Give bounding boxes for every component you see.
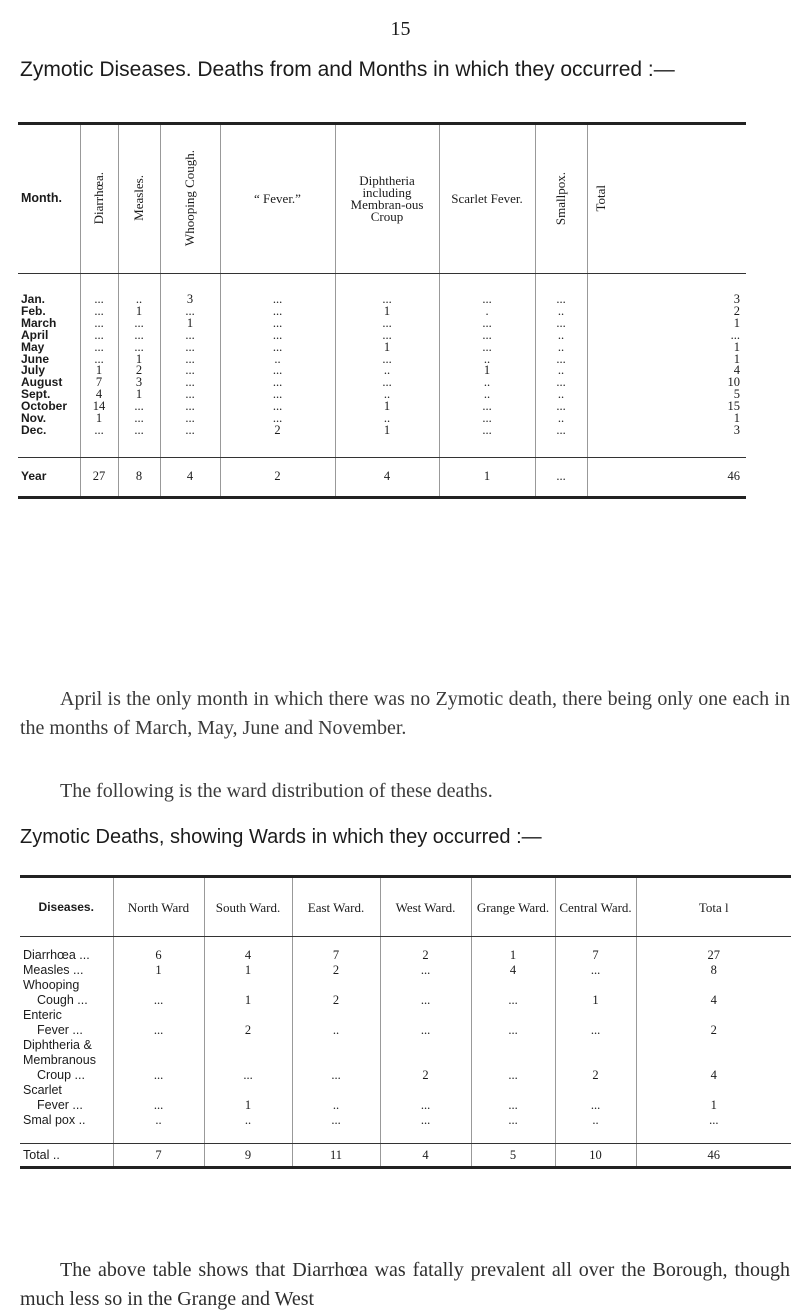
- table-cell: ...: [292, 1112, 380, 1127]
- disease-label: Fever ...: [37, 1023, 83, 1037]
- table-cell: 4: [636, 992, 791, 1007]
- year-cell: 1: [439, 457, 535, 497]
- table-cell: 1: [587, 354, 746, 366]
- table-cell: 4: [471, 962, 555, 977]
- table-cell: 4: [80, 389, 118, 401]
- table-cell: ...: [380, 992, 471, 1007]
- wards-table: [20, 875, 791, 1169]
- table-cell: 4: [204, 947, 292, 962]
- table-cell: [636, 1037, 791, 1052]
- table-cell: 3: [118, 377, 160, 389]
- col-ward-total: Tota l: [636, 877, 791, 937]
- table-cell: 1: [204, 962, 292, 977]
- table-cell: 3: [587, 425, 746, 437]
- table-cell: [113, 977, 204, 992]
- month-label: October: [21, 399, 68, 414]
- table-cell: [204, 1052, 292, 1067]
- table-cell: ...: [636, 1112, 791, 1127]
- table-cell: 1: [555, 992, 636, 1007]
- table-cell: [380, 1052, 471, 1067]
- table-cell: ...: [160, 365, 220, 377]
- table-cell: ...: [439, 330, 535, 342]
- disease-label: Enteric: [23, 1008, 62, 1022]
- table-cell: [380, 1037, 471, 1052]
- table-cell: 1: [118, 306, 160, 318]
- table-row: [20, 1067, 791, 1082]
- col-central-ward: Central Ward.: [555, 877, 636, 937]
- table-cell: [555, 1052, 636, 1067]
- col-north-ward: North Ward: [113, 877, 204, 937]
- table-cell: ...: [118, 330, 160, 342]
- col-south-ward: South Ward.: [204, 877, 292, 937]
- table-cell: [380, 1082, 471, 1097]
- table-cell: 7: [555, 947, 636, 962]
- table-cell: 1: [160, 318, 220, 330]
- table-cell: ..: [535, 330, 587, 342]
- col-whooping-cough: Whooping Cough.: [182, 150, 197, 247]
- table-cell: [636, 1082, 791, 1097]
- table-cell: 7: [80, 377, 118, 389]
- disease-label: Scarlet: [23, 1083, 62, 1097]
- month-label: June: [21, 351, 50, 366]
- table-cell: [380, 1007, 471, 1022]
- table-cell: ...: [220, 294, 335, 306]
- table-row: [20, 977, 791, 992]
- table-cell: 2: [636, 1022, 791, 1037]
- table-cell: ...: [160, 413, 220, 425]
- table-row: [18, 425, 746, 437]
- table-cell: ...: [439, 413, 535, 425]
- table-row: [20, 1097, 791, 1112]
- table-cell: [380, 977, 471, 992]
- table-cell: ...: [160, 306, 220, 318]
- table-cell: [204, 1037, 292, 1052]
- year-cell: 2: [220, 457, 335, 497]
- table-cell: ..: [292, 1097, 380, 1112]
- table-cell: ...: [113, 1067, 204, 1082]
- table-cell: 2: [292, 962, 380, 977]
- year-cell: 4: [160, 457, 220, 497]
- total-cell: 7: [113, 1144, 204, 1168]
- table-cell: ...: [535, 318, 587, 330]
- table-cell: [471, 977, 555, 992]
- table-cell: [636, 977, 791, 992]
- month-label: May: [21, 339, 45, 354]
- table-cell: ...: [80, 294, 118, 306]
- table-row: [20, 1022, 791, 1037]
- disease-label: Fever ...: [37, 1098, 83, 1112]
- table-cell: 2: [220, 425, 335, 437]
- table-cell: ...: [471, 1022, 555, 1037]
- table-cell: [292, 1037, 380, 1052]
- table-cell: ...: [160, 425, 220, 437]
- table-cell: ...: [535, 425, 587, 437]
- table-cell: 1: [335, 306, 439, 318]
- year-label: Year: [21, 468, 47, 483]
- table-cell: [292, 1007, 380, 1022]
- table-cell: [292, 977, 380, 992]
- table-cell: ...: [587, 330, 746, 342]
- table-cell: ...: [80, 330, 118, 342]
- table-cell: ...: [80, 342, 118, 354]
- table-cell: ...: [160, 401, 220, 413]
- table-cell: ...: [380, 1097, 471, 1112]
- month-label: Dec.: [21, 422, 47, 437]
- month-label: Jan.: [21, 292, 46, 306]
- table-cell: ..: [335, 413, 439, 425]
- table-cell: ...: [335, 294, 439, 306]
- table-cell: 2: [587, 306, 746, 318]
- col-fever: “ Fever.”: [220, 124, 335, 274]
- table-cell: ..: [535, 413, 587, 425]
- table-cell: 8: [636, 962, 791, 977]
- month-label: Feb.: [21, 303, 46, 318]
- table-cell: ...: [80, 306, 118, 318]
- table-cell: ..: [204, 1112, 292, 1127]
- table-cell: 2: [380, 947, 471, 962]
- table-cell: 1: [118, 354, 160, 366]
- table-cell: [555, 1007, 636, 1022]
- table-cell: 1: [204, 1097, 292, 1112]
- table-cell: ...: [335, 330, 439, 342]
- table-cell: ...: [118, 425, 160, 437]
- table-cell: ..: [535, 389, 587, 401]
- page-number: 15: [390, 18, 411, 40]
- heading-months: Zymotic Diseases. Deaths from and Months in which they occurred :—: [20, 58, 675, 81]
- disease-label: Membranous: [23, 1053, 96, 1067]
- table-cell: 2: [380, 1067, 471, 1082]
- table-cell: ..: [555, 1112, 636, 1127]
- month-label: Nov.: [21, 411, 47, 426]
- table-cell: [471, 1082, 555, 1097]
- table-cell: 7: [292, 947, 380, 962]
- table-cell: 1: [587, 342, 746, 354]
- disease-label: Diphtheria &: [23, 1038, 92, 1052]
- table-cell: 1: [118, 389, 160, 401]
- table-cell: ...: [113, 992, 204, 1007]
- table-cell: ...: [160, 342, 220, 354]
- table-cell: 2: [204, 1022, 292, 1037]
- table-cell: [555, 1037, 636, 1052]
- total-cell: 10: [555, 1144, 636, 1168]
- table-cell: 2: [118, 365, 160, 377]
- table-row: [20, 1052, 791, 1067]
- table-cell: [555, 977, 636, 992]
- table-cell: ...: [380, 1112, 471, 1127]
- table-cell: ...: [555, 1022, 636, 1037]
- table-cell: ..: [535, 342, 587, 354]
- table-row: [20, 1037, 791, 1052]
- col-scarlet-fever: Scarlet Fever.: [439, 124, 535, 274]
- col-measles: Measles.: [131, 175, 146, 221]
- paragraph-april: April is the only month in which there was no Zymotic death, there being only one each in the months of March, May, June and November.: [20, 688, 790, 739]
- paragraph-ward-intro: The following is the ward distribution of these deaths.: [60, 780, 493, 802]
- table-row: [18, 377, 746, 389]
- table-row: [18, 413, 746, 425]
- table-cell: ...: [439, 425, 535, 437]
- col-west-ward: West Ward.: [380, 877, 471, 937]
- table-cell: ..: [439, 389, 535, 401]
- table-row: [20, 1082, 791, 1097]
- table-cell: ...: [220, 413, 335, 425]
- table-cell: [204, 1007, 292, 1022]
- table-cell: ..: [535, 365, 587, 377]
- table-cell: .: [439, 306, 535, 318]
- table-cell: [113, 1007, 204, 1022]
- col-grange-ward: Grange Ward.: [471, 877, 555, 937]
- table-cell: ...: [118, 342, 160, 354]
- table-cell: ..: [535, 306, 587, 318]
- table-cell: 5: [587, 389, 746, 401]
- table-cell: 1: [587, 318, 746, 330]
- table-cell: ..: [220, 354, 335, 366]
- table-cell: ...: [160, 354, 220, 366]
- col-smallpox: Smallpox.: [553, 171, 568, 225]
- table-cell: 3: [160, 294, 220, 306]
- table-cell: 27: [636, 947, 791, 962]
- table-cell: ...: [220, 401, 335, 413]
- table-cell: [471, 1037, 555, 1052]
- table-row: [18, 401, 746, 413]
- col-total: Total: [592, 184, 608, 212]
- table-cell: ..: [292, 1022, 380, 1037]
- table-cell: ...: [471, 1112, 555, 1127]
- table-cell: ...: [380, 962, 471, 977]
- total-cell: 4: [380, 1144, 471, 1168]
- table-row: [18, 294, 746, 306]
- table-cell: 6: [113, 947, 204, 962]
- table-cell: ...: [535, 377, 587, 389]
- table-cell: ...: [471, 992, 555, 1007]
- year-cell: ...: [535, 457, 587, 497]
- table-cell: ...: [292, 1067, 380, 1082]
- col-diseases: Diseases.: [20, 877, 113, 937]
- table-cell: ...: [471, 1097, 555, 1112]
- table-cell: ...: [80, 354, 118, 366]
- table-row: [20, 962, 791, 977]
- table-cell: 1: [335, 425, 439, 437]
- table-row: [20, 947, 791, 962]
- year-cell: 46: [587, 457, 746, 497]
- table-cell: ..: [118, 294, 160, 306]
- table-cell: ...: [113, 1097, 204, 1112]
- table-cell: ...: [160, 330, 220, 342]
- table-cell: 1: [636, 1097, 791, 1112]
- table-cell: [113, 1052, 204, 1067]
- table-cell: 1: [587, 413, 746, 425]
- disease-label: Diarrhœa ...: [23, 948, 90, 962]
- table-cell: 2: [292, 992, 380, 1007]
- month-label: July: [21, 363, 46, 378]
- table-row: [18, 389, 746, 401]
- col-diarrhoea: Diarrhœa.: [91, 171, 106, 225]
- table-cell: 1: [335, 342, 439, 354]
- disease-label: Whooping: [23, 978, 80, 992]
- table-cell: ...: [113, 1022, 204, 1037]
- table-cell: 10: [587, 377, 746, 389]
- table-cell: ...: [118, 318, 160, 330]
- year-total-row: [18, 457, 746, 497]
- table-cell: 3: [587, 294, 746, 306]
- table-cell: ...: [439, 294, 535, 306]
- total-cell: 9: [204, 1144, 292, 1168]
- total-cell: 46: [636, 1144, 791, 1168]
- table-cell: ...: [118, 401, 160, 413]
- table-cell: ...: [220, 342, 335, 354]
- table-row: [18, 330, 746, 342]
- disease-label: Cough ...: [37, 993, 88, 1007]
- table-cell: ...: [439, 342, 535, 354]
- table-cell: [113, 1037, 204, 1052]
- table-cell: ...: [335, 354, 439, 366]
- table-cell: [113, 1082, 204, 1097]
- month-label: April: [21, 327, 49, 342]
- table-cell: 1: [80, 365, 118, 377]
- table-cell: ...: [535, 294, 587, 306]
- table-cell: [471, 1007, 555, 1022]
- table-cell: ...: [535, 401, 587, 413]
- table-row: [18, 354, 746, 366]
- table-cell: ...: [220, 330, 335, 342]
- table-cell: [636, 1052, 791, 1067]
- table-cell: 1: [439, 365, 535, 377]
- table-cell: ...: [204, 1067, 292, 1082]
- table-cell: ...: [220, 377, 335, 389]
- table-cell: ...: [220, 318, 335, 330]
- table-cell: ...: [439, 318, 535, 330]
- year-cell: 4: [335, 457, 439, 497]
- col-diphtheria: Diphtheria including Membran-ous Croup: [335, 124, 439, 274]
- table-cell: [471, 1052, 555, 1067]
- table-cell: 4: [636, 1067, 791, 1082]
- total-label: Total ..: [23, 1148, 60, 1162]
- disease-label: Smal pox ..: [23, 1113, 86, 1127]
- table-cell: [292, 1052, 380, 1067]
- total-cell: 5: [471, 1144, 555, 1168]
- table-cell: ...: [160, 377, 220, 389]
- month-label: March: [21, 315, 57, 330]
- table-cell: 1: [80, 413, 118, 425]
- heading-wards: Zymotic Deaths, showing Wards in which they occurred :—: [20, 826, 542, 848]
- table-cell: 1: [471, 947, 555, 962]
- table-cell: ..: [335, 365, 439, 377]
- disease-label: Measles ...: [23, 963, 84, 977]
- col-east-ward: East Ward.: [292, 877, 380, 937]
- table-row: [20, 992, 791, 1007]
- table-cell: ...: [535, 354, 587, 366]
- table-cell: [292, 1082, 380, 1097]
- table-cell: ...: [555, 962, 636, 977]
- table-cell: ...: [220, 306, 335, 318]
- table-cell: ...: [471, 1067, 555, 1082]
- table-cell: [555, 1082, 636, 1097]
- total-row: [20, 1144, 791, 1168]
- year-cell: 27: [80, 457, 118, 497]
- table-cell: 14: [80, 401, 118, 413]
- table-row: [20, 1007, 791, 1022]
- table-cell: ...: [220, 389, 335, 401]
- table-cell: ..: [439, 377, 535, 389]
- table-cell: ..: [335, 389, 439, 401]
- month-label: August: [21, 375, 63, 390]
- table-cell: 1: [335, 401, 439, 413]
- table-cell: 4: [587, 365, 746, 377]
- disease-label: Croup ...: [37, 1068, 85, 1082]
- table-cell: [636, 1007, 791, 1022]
- table-cell: ...: [555, 1097, 636, 1112]
- table-cell: ...: [380, 1022, 471, 1037]
- table-cell: 1: [204, 992, 292, 1007]
- col-month: Month.: [18, 124, 80, 274]
- table-cell: ..: [439, 354, 535, 366]
- table-cell: ...: [80, 425, 118, 437]
- table-cell: ...: [439, 401, 535, 413]
- paragraph-diarrhoea-note: The above table shows that Diarrhœa was fatally prevalent all over the Borough, though much less so in the Grange and West: [20, 1259, 790, 1310]
- table-cell: ...: [220, 365, 335, 377]
- table-cell: 15: [587, 401, 746, 413]
- table-cell: ...: [335, 318, 439, 330]
- table-cell: ...: [335, 377, 439, 389]
- table-cell: 2: [555, 1067, 636, 1082]
- months-table: [18, 122, 746, 499]
- table-cell: [204, 977, 292, 992]
- table-cell: ...: [80, 318, 118, 330]
- table-cell: [204, 1082, 292, 1097]
- table-cell: ..: [113, 1112, 204, 1127]
- table-row: [20, 1112, 791, 1127]
- year-cell: 8: [118, 457, 160, 497]
- table-cell: 1: [113, 962, 204, 977]
- month-label: Sept.: [21, 387, 51, 402]
- table-cell: ...: [160, 389, 220, 401]
- total-cell: 11: [292, 1144, 380, 1168]
- table-cell: ...: [118, 413, 160, 425]
